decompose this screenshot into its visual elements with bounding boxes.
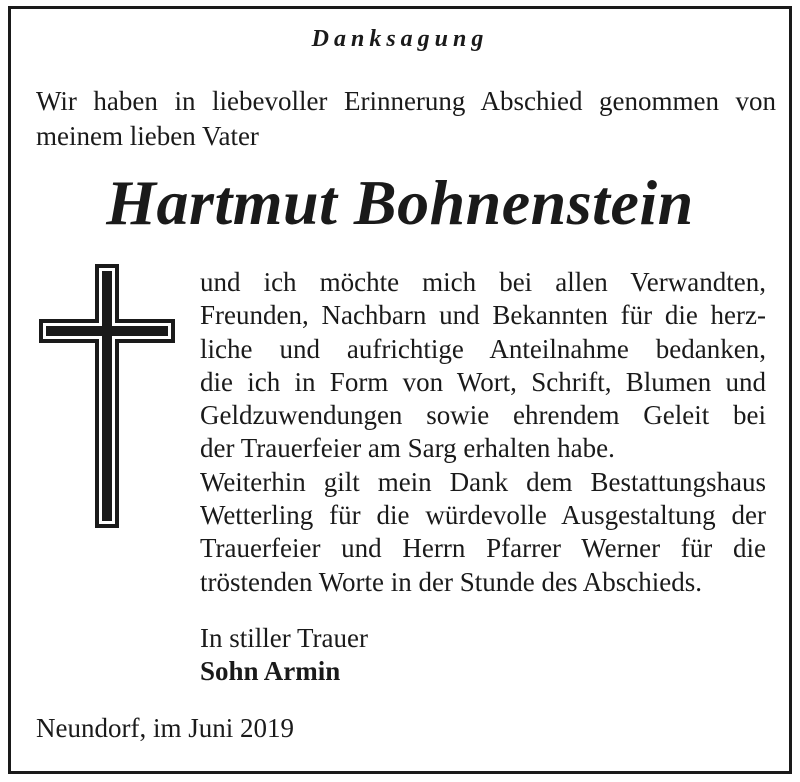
thanks-text: [200, 266, 766, 599]
body-line: die ich in Form von Wort, Schrift, Blumen und: [200, 366, 766, 397]
notice-title: Danksagung: [311, 26, 489, 52]
body-line: Geldzuwendungen sowie ehrendem Geleit bei: [200, 400, 766, 431]
body-line: liche und aufrichtige Anteilnahme bedanken,: [200, 333, 766, 364]
place-date: Neundorf, im Juni 2019: [36, 713, 294, 743]
body-line: und ich möchte mich bei allen Verwandten,: [200, 267, 766, 297]
intro-line: meinem lieben Vater: [36, 121, 259, 151]
intro-text: [36, 84, 776, 154]
closing-block: [200, 622, 368, 688]
body-line: Freunden, Nachbarn und Bekannten für die herz-: [200, 300, 766, 331]
body-line: Trauerfeier und Herrn Pfarrer Werner für die: [200, 533, 766, 564]
body-line: Weiterhin gilt mein Dank dem Bestattungshaus: [200, 466, 766, 497]
body-line: der Trauerfeier am Sarg erhalten habe.: [200, 433, 615, 464]
body-line: tröstenden Worte in der Stunde des Abschieds.: [200, 566, 702, 597]
intro-line: Wir haben in liebevoller Erinnerung Abschied genommen von: [36, 86, 776, 116]
signature: Sohn Armin: [200, 656, 341, 686]
body-line: Wetterling für die würdevolle Ausgestaltung der: [200, 500, 766, 531]
closing-phrase: In stiller Trauer: [200, 623, 368, 653]
deceased-name: Hartmut Bohnenstein: [106, 167, 694, 238]
cross-icon: [38, 263, 176, 529]
